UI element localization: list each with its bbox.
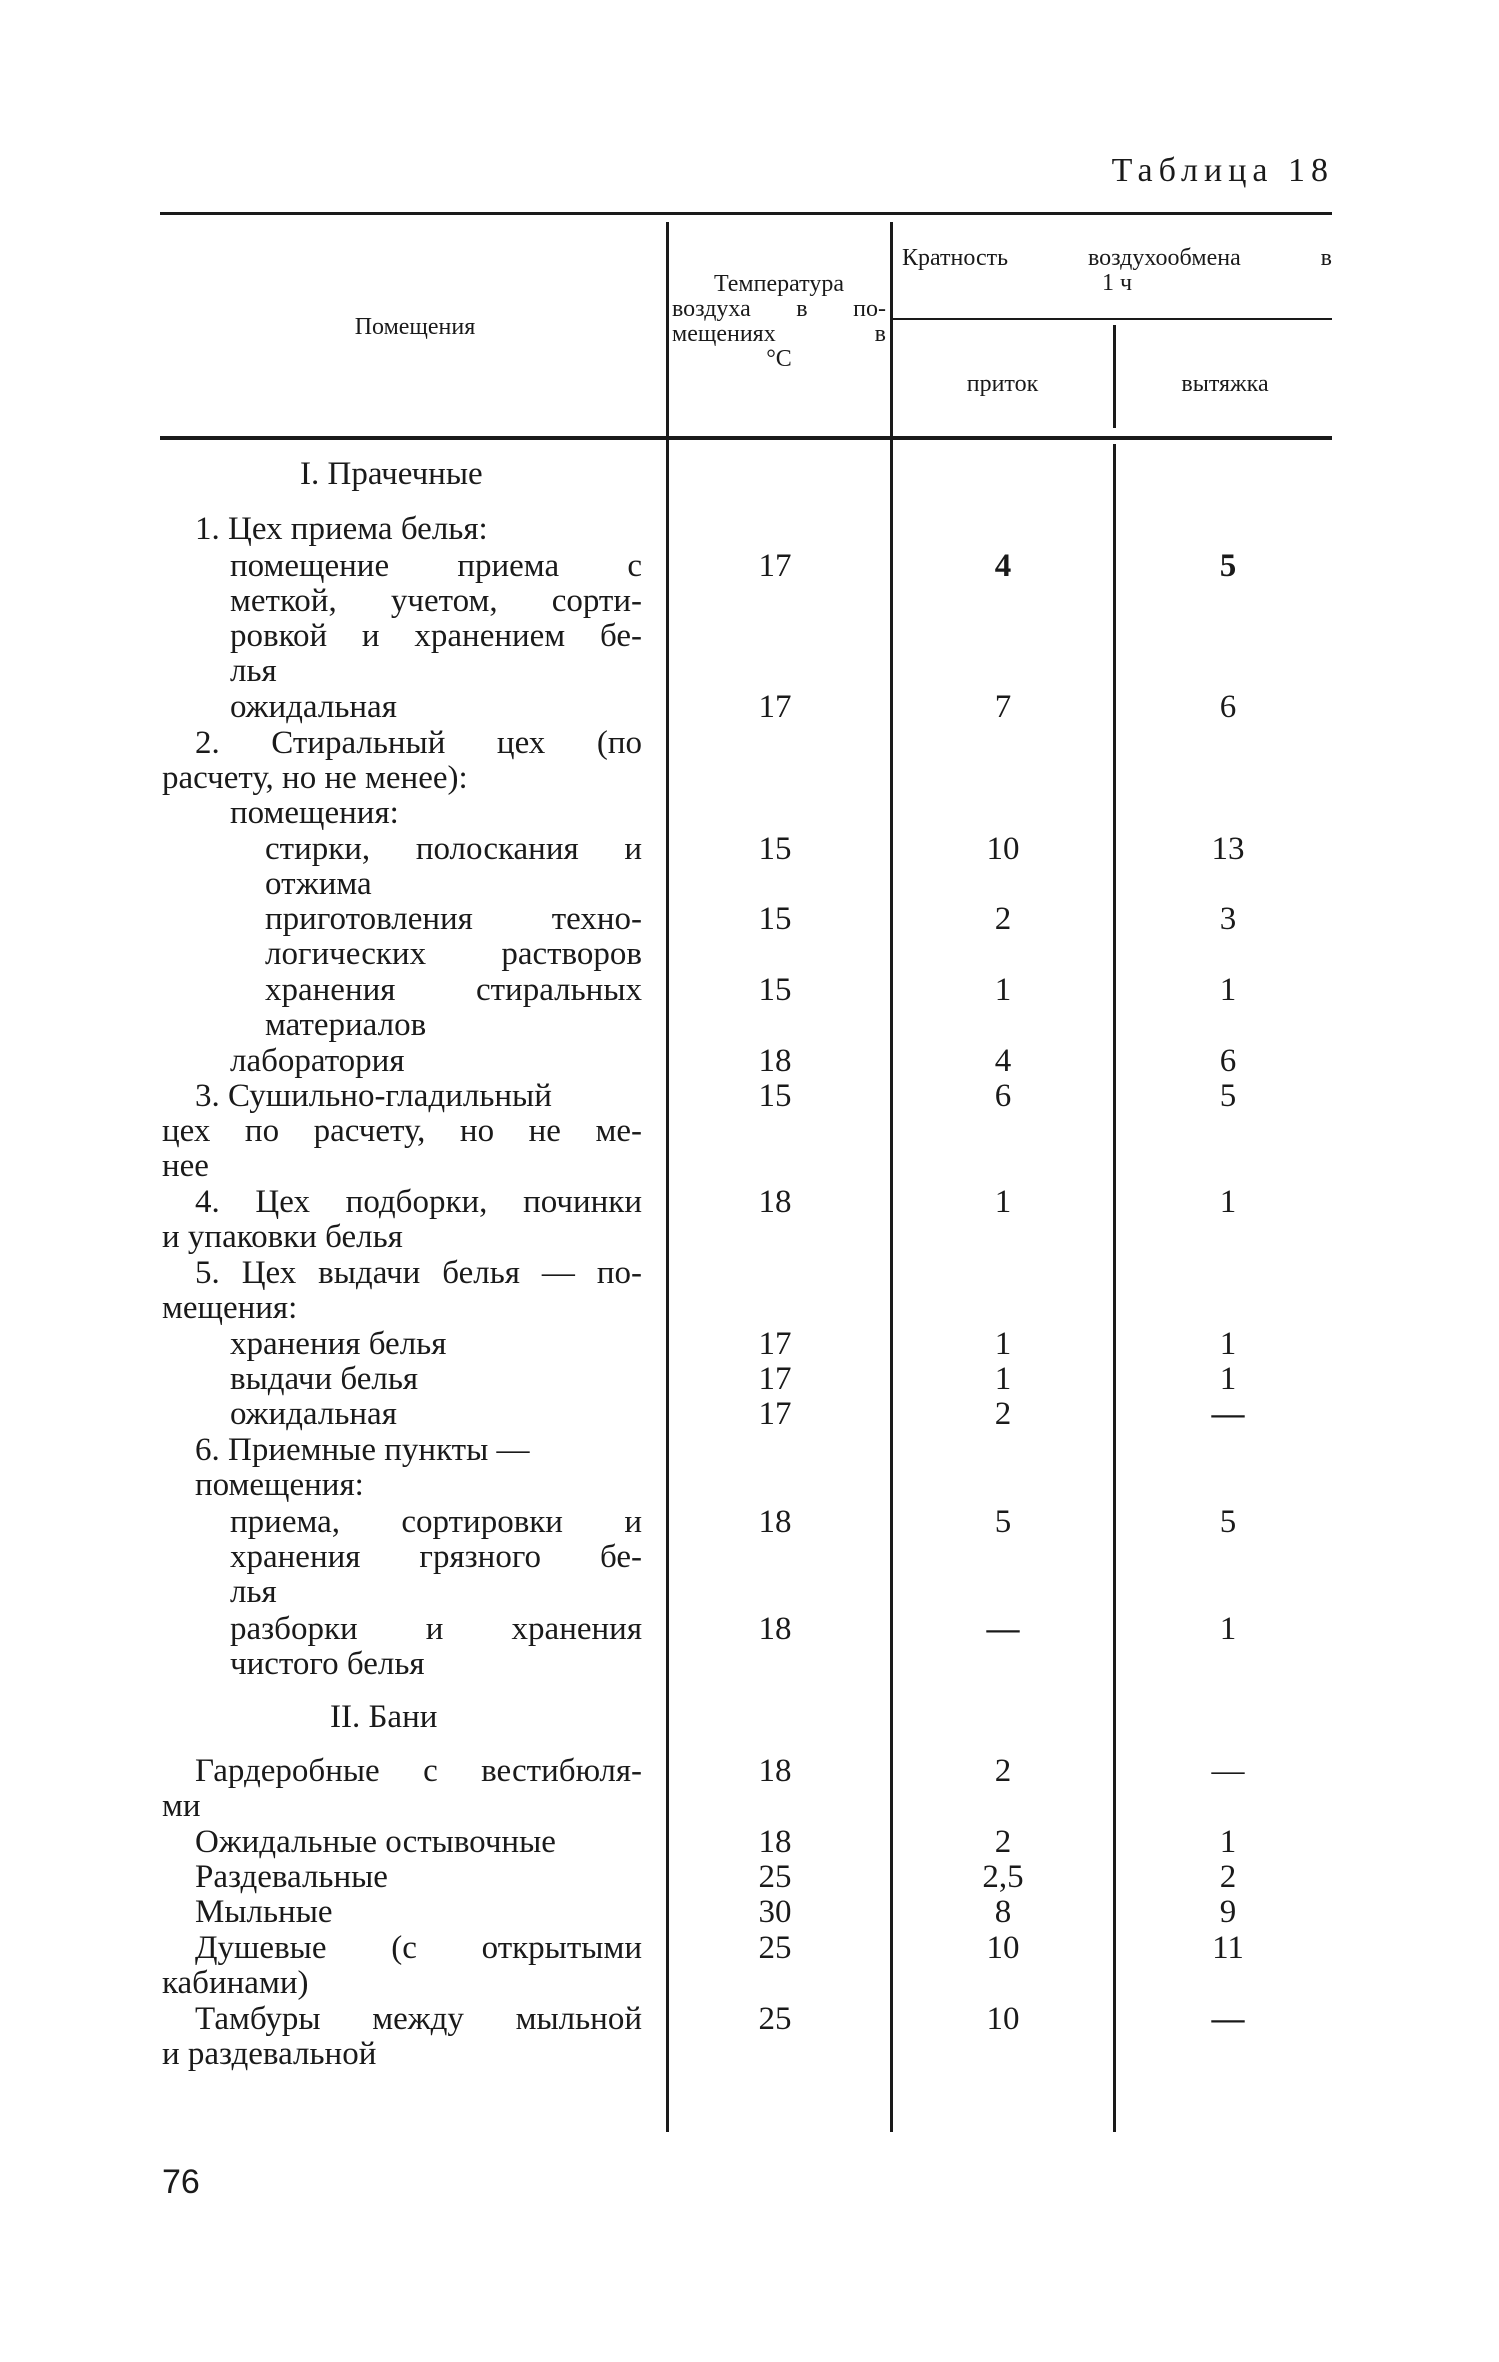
header-rate-line-2: 1 ч xyxy=(1101,270,1133,296)
row-exhaust: — xyxy=(1211,1753,1245,1789)
row-line: нее xyxy=(162,1148,209,1184)
row-line: Тамбуры между мыльной xyxy=(195,2001,642,2037)
row-intake: 1 xyxy=(994,1361,1012,1397)
table-row-name-cont xyxy=(162,1291,642,1326)
row-intake: 1 xyxy=(994,1184,1012,1220)
table-row-name-cont xyxy=(162,1789,642,1824)
table-row-name xyxy=(230,1044,642,1079)
header-temperature-line-4: °С xyxy=(766,346,792,372)
row-line: расчету, но не менее): xyxy=(162,760,468,796)
table-row-name xyxy=(230,549,642,584)
row-line: выдачи белья xyxy=(230,1361,419,1397)
table-row-name xyxy=(195,1256,642,1291)
row-intake: 2 xyxy=(994,901,1012,937)
row-line: ровкой и хранением бе- xyxy=(230,618,642,654)
row-line: помещения: xyxy=(230,795,399,831)
row-intake: 4 xyxy=(994,548,1012,584)
row-line: приема, сортировки и xyxy=(230,1504,642,1540)
row-exhaust: 6 xyxy=(1219,689,1237,725)
table-row-name xyxy=(230,796,642,831)
row-exhaust: 1 xyxy=(1219,1361,1237,1397)
row-line: ожидальная xyxy=(230,1396,397,1432)
row-line: Душевые (с открытыми xyxy=(195,1930,642,1966)
row-temperature: 18 xyxy=(758,1504,792,1540)
table-row-name xyxy=(195,1895,642,1930)
table-row-name-cont xyxy=(162,1114,642,1184)
table-row-name xyxy=(230,690,642,725)
row-exhaust: — xyxy=(1211,2001,1245,2037)
row-line: Ожидальные остывочные xyxy=(195,1824,556,1860)
header-rooms: Помещения xyxy=(354,314,476,340)
row-temperature: 25 xyxy=(758,2001,792,2037)
table-row-name xyxy=(195,1079,642,1114)
row-line: и раздевальной xyxy=(162,2036,377,2072)
table-row-name-cont xyxy=(195,1468,642,1503)
column-divider-2 xyxy=(890,222,893,2132)
row-line: 6. Приемные пункты — xyxy=(195,1432,530,1468)
row-line: цех по расчету, но не ме- xyxy=(162,1113,642,1149)
row-exhaust: 1 xyxy=(1219,1326,1237,1362)
header-temperature-line-2: воздуха в по- xyxy=(672,296,886,322)
row-line: Гардеробные с вестибюля- xyxy=(195,1753,642,1789)
row-exhaust: 5 xyxy=(1219,548,1237,584)
row-line: 3. Сушильно-гладильный xyxy=(195,1078,552,1114)
row-line: материалов xyxy=(265,1007,427,1043)
row-intake: — xyxy=(986,1611,1020,1647)
table-row-name xyxy=(195,1825,642,1860)
table-row-name-cont xyxy=(162,1966,642,2001)
table-row-name xyxy=(265,902,642,972)
row-line: хранения стиральных xyxy=(265,972,642,1008)
table-row-name xyxy=(230,1505,642,1610)
row-temperature: 25 xyxy=(758,1859,792,1895)
table-row-name xyxy=(265,832,642,902)
table-row-name xyxy=(195,726,642,761)
row-line: хранения грязного бе- xyxy=(230,1539,642,1575)
column-divider-3-body xyxy=(1113,444,1116,2132)
row-temperature: 18 xyxy=(758,1611,792,1647)
header-temperature-line-3: мещениях в xyxy=(672,321,886,347)
row-intake: 2 xyxy=(994,1824,1012,1860)
row-intake: 6 xyxy=(994,1078,1012,1114)
header-temperature xyxy=(672,272,886,372)
row-line: отжима xyxy=(265,866,372,902)
row-line: мещения: xyxy=(162,1290,298,1326)
row-line: 4. Цех подборки, починки xyxy=(195,1184,642,1220)
row-line: 1. Цех приема белья: xyxy=(195,511,488,547)
row-temperature: 25 xyxy=(758,1930,792,1966)
row-intake: 7 xyxy=(994,689,1012,725)
row-exhaust: 11 xyxy=(1212,1930,1244,1966)
row-line: Раздевальные xyxy=(195,1859,388,1895)
row-exhaust: 9 xyxy=(1219,1894,1237,1930)
row-temperature: 18 xyxy=(758,1824,792,1860)
row-intake: 1 xyxy=(994,1326,1012,1362)
table-row-name xyxy=(230,1327,642,1362)
table-row-name-cont xyxy=(162,1220,642,1255)
row-exhaust: 6 xyxy=(1219,1043,1237,1079)
row-exhaust: 2 xyxy=(1219,1859,1237,1895)
table-row-name xyxy=(195,1754,642,1789)
row-temperature: 15 xyxy=(758,901,792,937)
row-line: ми xyxy=(162,1788,201,1824)
row-temperature: 15 xyxy=(758,831,792,867)
table-row-name xyxy=(230,1612,642,1682)
row-line: хранения белья xyxy=(230,1326,447,1362)
row-exhaust: 5 xyxy=(1219,1504,1237,1540)
row-line: и упаковки белья xyxy=(162,1219,403,1255)
table-row-name xyxy=(195,1860,642,1895)
row-exhaust: 1 xyxy=(1219,1611,1237,1647)
table-caption: Таблица 18 xyxy=(1111,152,1334,189)
row-line: помещения: xyxy=(195,1467,364,1503)
section-title-baths: II. Бани xyxy=(330,1699,438,1735)
row-temperature: 15 xyxy=(758,972,792,1008)
row-line: помещение приема с xyxy=(230,548,642,584)
row-line: приготовления техно- xyxy=(265,901,642,937)
row-line: 2. Стиральный цех (по xyxy=(195,725,642,761)
header-sub-rule xyxy=(893,318,1332,320)
row-intake: 10 xyxy=(986,831,1020,867)
table-row-name-cont xyxy=(162,761,642,796)
header-intake: приток xyxy=(966,371,1039,397)
row-intake: 4 xyxy=(994,1043,1012,1079)
row-exhaust: — xyxy=(1211,1396,1245,1432)
row-line: разборки и хранения xyxy=(230,1611,642,1647)
table-row-name xyxy=(195,1433,642,1468)
row-temperature: 17 xyxy=(758,1396,792,1432)
header-rate-line-1: Кратность воздухообмена в xyxy=(902,245,1332,271)
header-bottom-rule xyxy=(160,436,1332,440)
table-row-name xyxy=(195,2002,642,2037)
row-intake: 2 xyxy=(994,1753,1012,1789)
table-row-name xyxy=(230,1362,642,1397)
row-temperature: 17 xyxy=(758,689,792,725)
column-divider-1 xyxy=(666,222,669,2132)
row-line: чистого белья xyxy=(230,1646,425,1682)
row-intake: 5 xyxy=(994,1504,1012,1540)
column-divider-3 xyxy=(1113,325,1116,428)
row-intake: 10 xyxy=(986,1930,1020,1966)
table-row-name xyxy=(195,512,642,547)
row-intake: 1 xyxy=(994,972,1012,1008)
row-exhaust: 1 xyxy=(1219,972,1237,1008)
row-exhaust: 1 xyxy=(1219,1184,1237,1220)
row-intake: 2 xyxy=(994,1396,1012,1432)
row-intake: 8 xyxy=(994,1894,1012,1930)
row-line: 5. Цех выдачи белья — по- xyxy=(195,1255,642,1291)
table-row-name xyxy=(265,973,642,1043)
row-temperature: 15 xyxy=(758,1078,792,1114)
row-line: Мыльные xyxy=(195,1894,333,1930)
row-line: ожидальная xyxy=(230,689,397,725)
row-line: меткой, учетом, сорти- xyxy=(230,583,642,619)
row-line: стирки, полоскания и xyxy=(265,831,642,867)
section-title-laundries: I. Прачечные xyxy=(300,456,483,492)
row-intake: 10 xyxy=(986,2001,1020,2037)
header-temperature-line-1: Температура xyxy=(714,271,844,297)
table-row-name-cont xyxy=(162,2037,642,2072)
row-exhaust: 3 xyxy=(1219,901,1237,937)
row-temperature: 18 xyxy=(758,1753,792,1789)
row-line: лья xyxy=(230,1574,277,1610)
table-top-rule xyxy=(160,212,1332,215)
row-line: лья xyxy=(230,653,277,689)
page-number: 76 xyxy=(162,2163,200,2201)
row-intake: 2,5 xyxy=(982,1859,1024,1895)
row-temperature: 17 xyxy=(758,1326,792,1362)
table-row-name xyxy=(230,1397,642,1432)
row-temperature: 17 xyxy=(758,1361,792,1397)
row-line: логических растворов xyxy=(265,936,642,972)
row-exhaust: 1 xyxy=(1219,1824,1237,1860)
row-line: лаборатория xyxy=(230,1043,405,1079)
row-line: кабинами) xyxy=(162,1965,309,2001)
header-rate xyxy=(902,246,1332,296)
row-temperature: 30 xyxy=(758,1894,792,1930)
table-row-name xyxy=(195,1931,642,1966)
row-exhaust: 5 xyxy=(1219,1078,1237,1114)
row-temperature: 18 xyxy=(758,1184,792,1220)
row-temperature: 17 xyxy=(758,548,792,584)
row-exhaust: 13 xyxy=(1211,831,1245,867)
table-row-name-cont xyxy=(230,584,642,689)
header-exhaust: вытяжка xyxy=(1181,371,1269,397)
table-row-name xyxy=(195,1185,642,1220)
row-temperature: 18 xyxy=(758,1043,792,1079)
